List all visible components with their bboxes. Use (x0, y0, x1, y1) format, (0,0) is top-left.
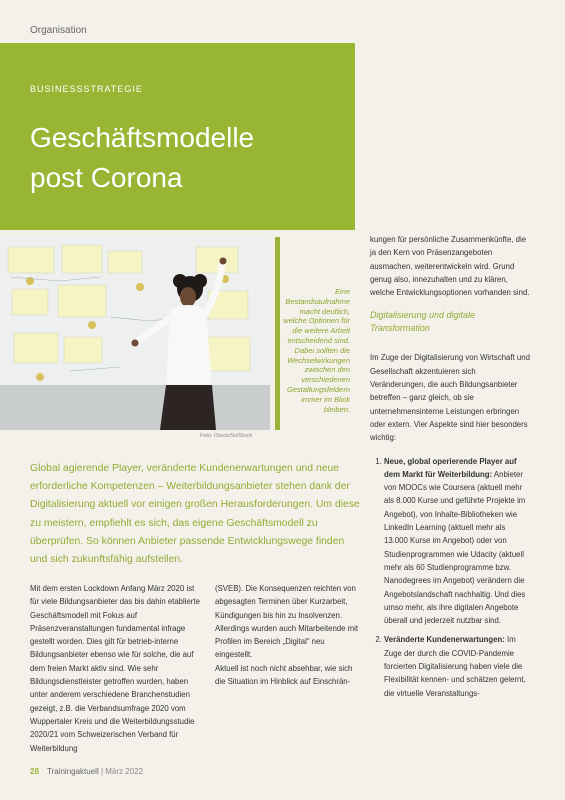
list-item-heading: Neue, global operierende Player auf dem Markt für Weiterbildung: (384, 456, 517, 479)
article-photo (0, 237, 270, 430)
caption-accent-bar (275, 237, 280, 430)
body-paragraph: (SVEB). Die Konsequenzen reichten von abgesagten Terminen über Kurzarbeit, Kündigungen bis hin zu Insolvenzen. Allerdings wurden auch Mitarbeitende mit Profilen im Bereich „Digital“ neu eingestellt. (215, 584, 359, 660)
body-column-3 (370, 233, 530, 706)
photo-credit: Foto: iStock/SolStock (200, 433, 253, 439)
aspects-list (370, 455, 530, 700)
body-paragraph: Mit dem ersten Lockdown Anfang März 2020 ist für viele Bildungsanbieter das bis dahin etablierte Geschäftsmodell mit Fokus auf Präsenzveranstaltungen fundamental infrage gestellt worden. Dies gilt für betrieb-interne Bildungsanbieter ebenso wie für solche, die auf dem freien Markt aktiv sind. Wie sehr Bildungsdienstleister getroffen wurden, haben unter anderem verschiedene Branchenstudien gezeigt, z.B. die Verbandsumfrage 2020 vom Wuppertaler Kreis und die Weiterbildungsstudie 2020/21 vom Schweizerischen Verband für Weiterbildung (30, 584, 200, 753)
body-column-2 (215, 582, 360, 688)
magazine-name: Trainingaktuell (46, 767, 99, 776)
section-label: Organisation (30, 25, 87, 36)
issue-date: März 2022 (105, 767, 144, 776)
title-line-2: post Corona (30, 162, 183, 193)
article-title (30, 118, 350, 198)
photo-caption: Eine Bestandsaufnahme macht deutlich, welche Optionen für die weitere Arbeit entscheidend sind. Dabei sollten die Wechselwirkungen zwischen den verschiedenen Gestaltungsfeldern immer im Blick bleiben. (283, 287, 350, 414)
list-item-text: Anbieter von MOOCs wie Coursera (aktuell mehr als 8.000 Kurse und geführte Projekte im Angebot), von Inhalte-Bibliotheken wie LinkedIn Learning (aktuell mehr als 13.000 Kurse im Angebot) oder von Studienprogrammen wie Udacity (aktuell mehr als 60 Studienprogramme bzw. Nanodegrees im Angebot) verändern die Angebotslandschaft nachhaltig. Und dies umso mehr, als ihre digitalen Angebote überall und jederzeit nutzbar sind. (384, 469, 526, 626)
page-footer (30, 767, 143, 776)
page-number: 28 (30, 767, 39, 776)
list-item (384, 455, 530, 628)
kicker: BUSINESSSTRATEGIE (30, 84, 143, 94)
lead-paragraph: Global agierende Player, veränderte Kundenerwartungen und neue erforderliche Kompetenzen – Weiterbildungsanbieter stehen dank der Digitalisierung aktuell vor einigen großen Herausforderungen. Um diese zu meistern, empfiehlt es sich, das eigene Geschäftsmodell zu überprüfen. So können Anbieter passende Entwicklungswege finden und sich zukunftsfähig aufstellen. (30, 463, 360, 566)
list-item (384, 633, 530, 699)
subheading: Digitalisierung und digitale Transformation (370, 310, 476, 334)
title-line-1: Geschäftsmodelle (30, 122, 255, 153)
body-column-1 (30, 582, 200, 755)
list-item-heading: Veränderte Kundenerwartungen: (384, 635, 505, 645)
body-paragraph: kungen für persönliche Zusammenkünfte, die ja den Kern von Präsenzangeboten ausmachen, weiterentwickeln wird. Grund genug also, innezuhalten und zu klären, welche Entwicklungsoptionen vorhanden sind. (370, 235, 530, 298)
body-paragraph: Aktuell ist noch nicht absehbar, wie sich die Situation im Hinblick auf Einschrän- (215, 663, 353, 687)
list-item-text: Im Zuge der durch die COVID-Pandemie forcierten Digitalisierung haben viele die Flexibilität kennen- und schätzen gelernt, die virtuelle Veranstaltungs- (384, 635, 526, 698)
footer-separator: | (100, 767, 106, 776)
body-paragraph: Im Zuge der Digitalisierung von Wirtschaft und Gesellschaft akzentuieren sich Veränderungen, die auch Bildungsanbieter betreffen – ganz gleich, ob sie unternehmensinterne Leistungen erbringen oder extern. Vier Aspekte sind hier besonders wichtig: (370, 353, 530, 443)
